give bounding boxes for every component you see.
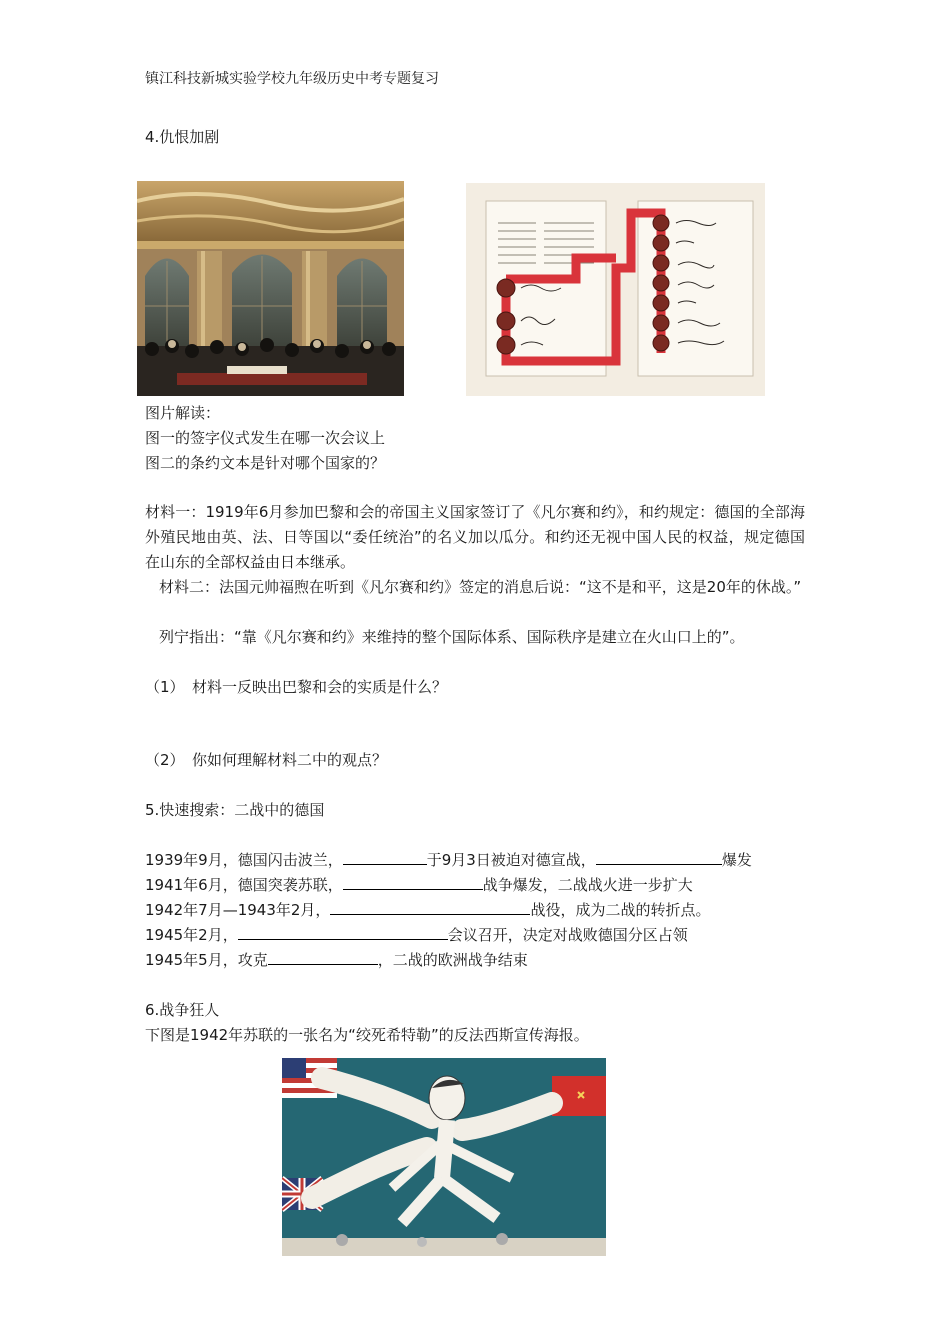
lenin-quote: 列宁指出：“靠《凡尔赛和约》来维持的整个国际体系、国际秩序是建立在火山口上的”。 <box>159 628 745 646</box>
treaty-document-image <box>466 183 765 396</box>
blank-4[interactable] <box>330 898 530 915</box>
section-5-title: 5.快速搜索：二战中的德国 <box>145 801 325 819</box>
line-1-text-a: 1939年9月，德国闪击波兰， <box>145 851 343 869</box>
blank-5[interactable] <box>238 923 448 940</box>
search-line-5 <box>145 948 528 973</box>
blank-2[interactable] <box>596 848 722 865</box>
search-line-2 <box>145 873 693 898</box>
picture-question-2: 图二的条约文本是针对哪个国家的？ <box>145 454 386 472</box>
versailles-signing-image <box>137 181 404 396</box>
search-line-4 <box>145 923 688 948</box>
blank-6[interactable] <box>268 948 378 965</box>
question-1: （1） 材料一反映出巴黎和会的实质是什么？ <box>145 678 448 696</box>
material-1: 材料一：1919年6月参加巴黎和会的帝国主义国家签订了《凡尔赛和约》，和约规定：德国的全部海外殖民地由英、法、日等国以“委任统治”的名义加以瓜分。和约还无视中国人民的权益，规定德国在山东的全部权益由日本继承。 <box>145 503 805 571</box>
propaganda-poster-image <box>282 1058 606 1256</box>
line-3-text-b: 战役，成为二战的转折点。 <box>530 901 711 919</box>
line-5-text-b: ，二战的欧洲战争结束 <box>377 951 528 969</box>
material-2: 材料二：法国元帅福煦在听到《凡尔赛和约》签定的消息后说：“这不是和平，这是20年的休战。” <box>159 578 802 596</box>
poster-description: 下图是1942年苏联的一张名为“绞死希特勒”的反法西斯宣传海报。 <box>145 1026 589 1044</box>
search-line-3 <box>145 898 710 923</box>
search-line-1 <box>145 848 752 873</box>
line-4-text-a: 1945年2月， <box>145 926 238 944</box>
page-header: 镇江科技新城实验学校九年级历史中考专题复习 <box>145 71 439 87</box>
line-5-text-a: 1945年5月，攻克 <box>145 951 268 969</box>
blank-1[interactable] <box>343 848 427 865</box>
picture-reading-title: 图片解读： <box>145 404 221 422</box>
line-2-text-b: 战争爆发，二战战火进一步扩大 <box>482 876 693 894</box>
picture-question-1: 图一的签字仪式发生在哪一次会议上 <box>145 429 386 447</box>
line-3-text-a: 1942年7月—1943年2月， <box>145 901 331 919</box>
question-2: （2） 你如何理解材料二中的观点？ <box>145 751 388 769</box>
section-4-title: 4.仇恨加剧 <box>145 128 220 146</box>
line-1-text-c: 爆发 <box>721 851 752 869</box>
section-6-title: 6.战争狂人 <box>145 1001 220 1019</box>
line-2-text-a: 1941年6月，德国突袭苏联， <box>145 876 343 894</box>
line-4-text-b: 会议召开，决定对战败德国分区占领 <box>447 926 688 944</box>
blank-3[interactable] <box>343 873 483 890</box>
line-1-text-b: 于9月3日被迫对德宣战， <box>426 851 596 869</box>
